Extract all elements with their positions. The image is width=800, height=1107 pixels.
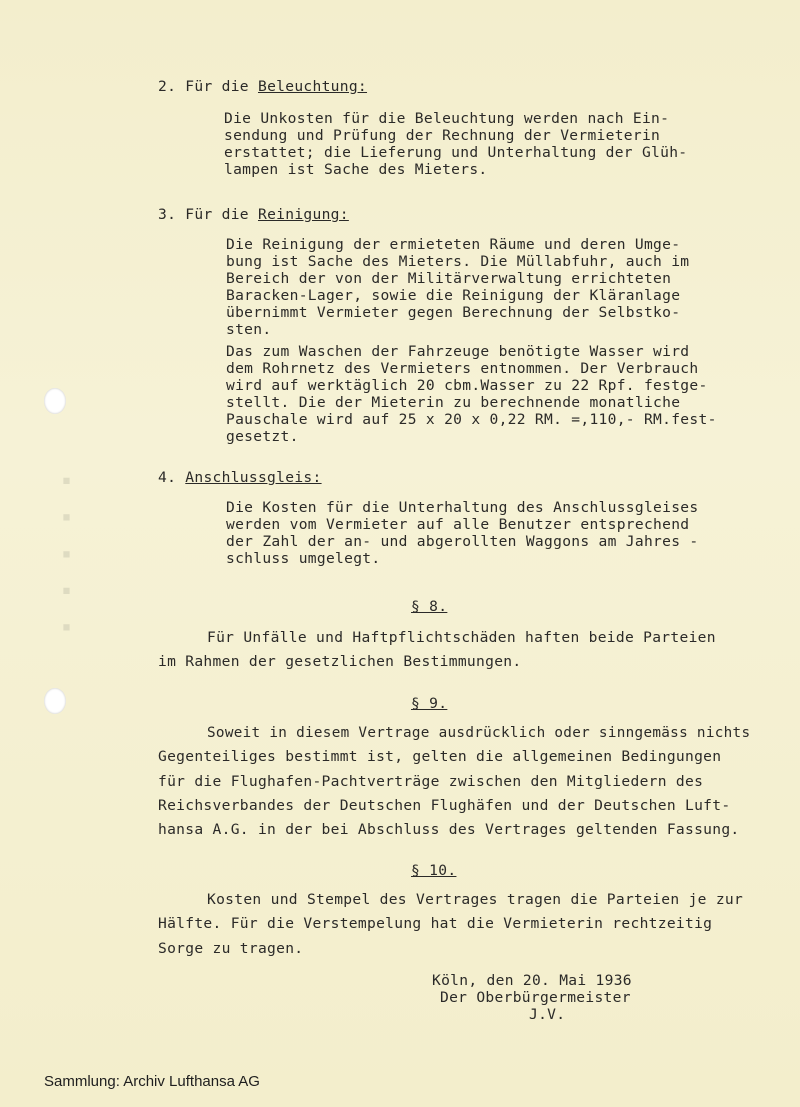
section-2-line: sendung und Prüfung der Rechnung der Vermieterin (224, 127, 661, 144)
archive-credit: Sammlung: Archiv Lufthansa AG (44, 1073, 260, 1090)
paragraph-9-line: Gegenteiliges bestimmt ist, gelten die allgemeinen Bedingungen (158, 748, 722, 765)
section-3-para2-line: wird auf werktäglich 20 cbm.Wasser zu 22 Rpf. festge- (226, 377, 708, 394)
section-2-line: lampen ist Sache des Mieters. (224, 161, 488, 178)
section-3-para1-line: Bereich der von der Militärverwaltung errichteten (226, 270, 672, 287)
paragraph-8-line: im Rahmen der gesetzlichen Bestimmungen. (158, 653, 522, 670)
section-3-heading-prefix: Für die (185, 206, 249, 223)
paragraph-8-line: Für Unfälle und Haftpflichtschäden haften beide Parteien (207, 629, 716, 646)
section-2-number: 2. (158, 78, 177, 95)
section-3-para1-line: Die Reinigung der ermieteten Räume und deren Umge- (226, 236, 681, 253)
signature-office: Der Oberbürgermeister (440, 989, 631, 1006)
signature-place-date: Köln, den 20. Mai 1936 (432, 972, 632, 989)
section-2-heading-prefix: Für die (185, 78, 249, 95)
section-3-para1-line: sten. (226, 321, 272, 338)
paragraph-10-line: Sorge zu tragen. (158, 940, 304, 957)
section-4-line: Die Kosten für die Unterhaltung des Anschlussgleises (226, 499, 699, 516)
section-3-heading (158, 206, 349, 224)
section-2-heading (158, 78, 367, 96)
paragraph-9-title: § 9. (411, 695, 448, 712)
faint-stamp-mark: ▪ ▪ ▪ ▪ ▪ (57, 470, 76, 640)
section-3-para2-line: gesetzt. (226, 428, 299, 445)
punch-hole-bottom (44, 688, 66, 714)
section-3-number: 3. (158, 206, 177, 223)
section-4-heading (158, 469, 322, 487)
paragraph-10-title: § 10. (411, 862, 457, 879)
section-4-line: schluss umgelegt. (226, 550, 381, 567)
paragraph-10-line: Kosten und Stempel des Vertrages tragen die Parteien je zur (207, 891, 744, 908)
paragraph-9-line: Soweit in diesem Vertrage ausdrücklich oder sinngemäss nichts (207, 725, 751, 741)
section-3-para2-line: Das zum Waschen der Fahrzeuge benötigte Wasser wird (226, 343, 690, 360)
section-3-heading-title: Reinigung: (257, 206, 349, 223)
punch-hole-top (44, 388, 66, 414)
section-3-para1-line: bung ist Sache des Mieters. Die Müllabfuhr, auch im (226, 253, 690, 270)
paragraph-9-line: Reichsverbandes der Deutschen Flughäfen und der Deutschen Luft- (158, 797, 731, 814)
signature-proxy: J.V. (529, 1006, 566, 1023)
section-4-line: werden vom Vermieter auf alle Benutzer entsprechend (226, 516, 690, 533)
section-4-line: der Zahl der an- und abgerollten Waggons am Jahres - (226, 533, 699, 550)
section-3-para2-line: dem Rohrnetz des Vermieters entnommen. Der Verbrauch (226, 360, 699, 377)
section-4-heading-title: Anschlussgleis: (185, 469, 322, 486)
section-4-number: 4. (158, 469, 177, 486)
paragraph-9-line: hansa A.G. in der bei Abschluss des Vertrages geltenden Fassung. (158, 821, 740, 838)
section-2-line: erstattet; die Lieferung und Unterhaltung der Glüh- (224, 144, 688, 161)
section-2-line: Die Unkosten für die Beleuchtung werden nach Ein- (224, 110, 670, 127)
paragraph-10-line: Hälfte. Für die Verstempelung hat die Vermieterin rechtzeitig (158, 915, 713, 932)
paragraph-8-title: § 8. (411, 598, 448, 615)
section-3-para1-line: Baracken-Lager, sowie die Reinigung der Kläranlage (226, 287, 681, 304)
section-2-heading-title: Beleuchtung: (257, 78, 368, 95)
section-3-para2-line: Pauschale wird auf 25 x 20 x 0,22 RM. =,110,- RM.fest- (226, 411, 717, 428)
section-3-para2-line: stellt. Die der Mieterin zu berechnende monatliche (226, 394, 681, 411)
section-3-para1-line: übernimmt Vermieter gegen Berechnung der Selbstko- (226, 304, 681, 321)
paragraph-9-line: für die Flughafen-Pachtverträge zwischen den Mitgliedern des (158, 773, 704, 790)
